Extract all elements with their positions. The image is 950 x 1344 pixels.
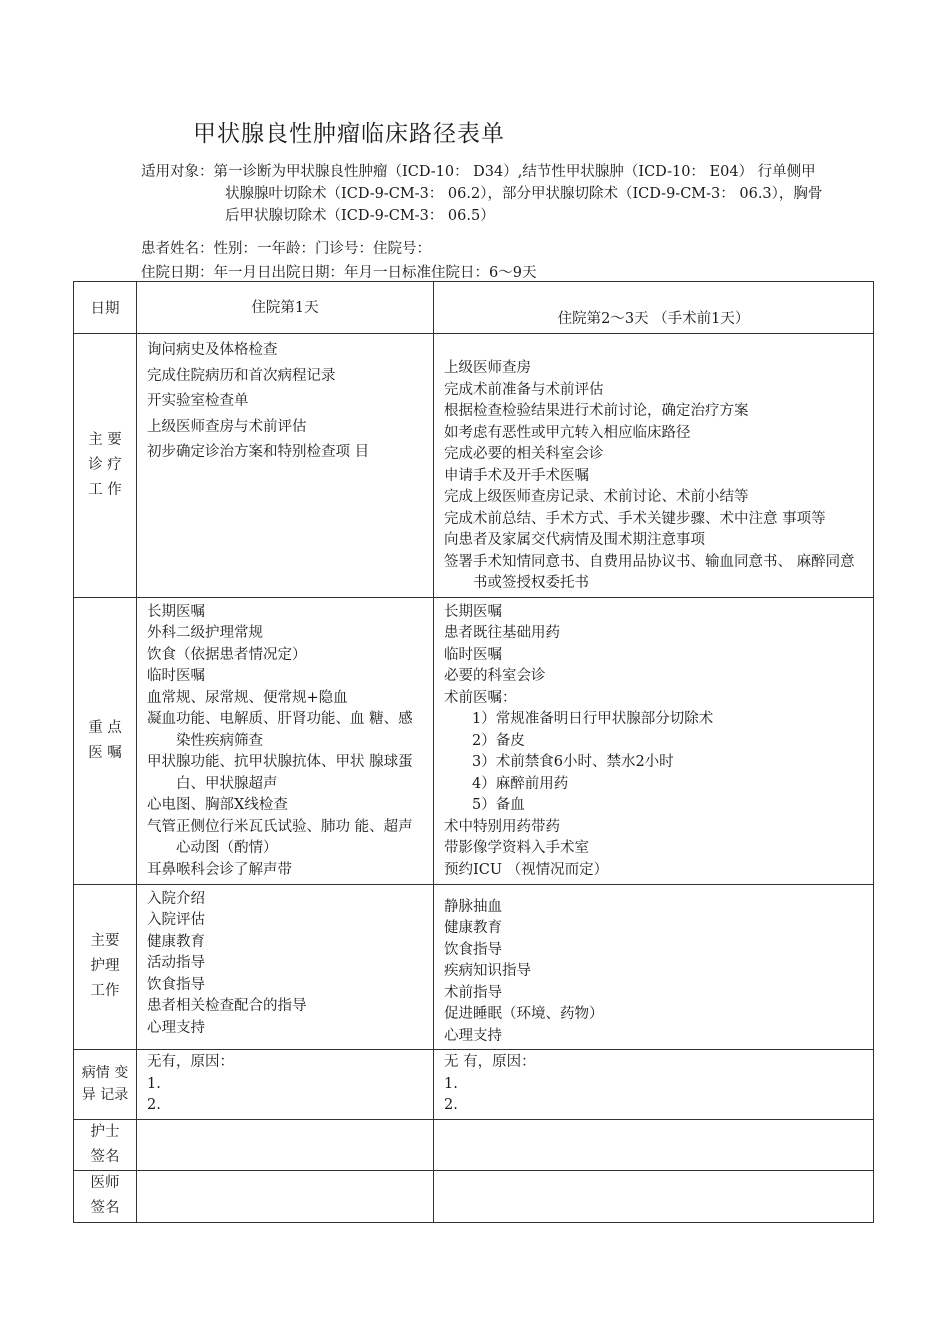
variance-day1-list bbox=[137, 1050, 433, 1119]
work-day1-list bbox=[137, 334, 433, 468]
list-item: 饮食指导 bbox=[147, 976, 205, 993]
scope-line-2: 状腺腺叶切除术（ICD-9-CM-3： 06.2），部分甲状腺切除术（ICD-9-CM-3： 06.3），胸骨 bbox=[225, 186, 823, 202]
list-item: 1）常规准备明日行甲状腺部分切除术 bbox=[472, 711, 714, 727]
label-text: 主要 护理 工作 bbox=[90, 933, 120, 1000]
list-item: 耳鼻喉科会诊了解声带 bbox=[147, 861, 292, 878]
list-item: 疾病知识指导 bbox=[444, 963, 531, 979]
cell-variance-day1 bbox=[137, 1050, 434, 1120]
clinical-pathway-table bbox=[73, 281, 874, 1223]
list-item: 长期医嘱 bbox=[147, 603, 205, 620]
nurse-sign-day2[interactable] bbox=[434, 1119, 874, 1170]
list-item: 术前指导 bbox=[444, 984, 502, 1001]
cell-orders-day1 bbox=[137, 597, 434, 884]
list-item: 完成术前总结、手术方式、手术关键步骤、术中注意 事项等 bbox=[444, 510, 826, 527]
label-main-work bbox=[74, 334, 137, 598]
list-item: 预约ICU （视情况而定） bbox=[444, 861, 609, 878]
list-item: 甲状腺功能、抗甲状腺抗体、甲状 腺球蛋白、甲状腺超声 bbox=[147, 754, 413, 792]
list-item: 健康教育 bbox=[147, 933, 205, 950]
list-item: 心理支持 bbox=[147, 1019, 205, 1036]
list-item: 完成住院病历和首次病程记录 bbox=[147, 367, 336, 384]
list-item: 无 有，原因： bbox=[444, 1054, 536, 1070]
row-variance bbox=[74, 1050, 874, 1120]
nurse-sign-day1[interactable] bbox=[137, 1119, 434, 1170]
cell-orders-day2 bbox=[434, 597, 874, 884]
list-item: 心电图、胸部X线检查 bbox=[147, 797, 288, 813]
list-item: 术前医嘱： bbox=[444, 689, 517, 706]
dates-line: 住院日期：年一月日出院日期：年月一日标准住院日：6〜9天 bbox=[141, 265, 537, 281]
list-item: 促进睡眠（环境、药物） bbox=[444, 1006, 604, 1022]
list-item: 临时医嘱 bbox=[147, 668, 205, 684]
list-item: 临时医嘱 bbox=[444, 646, 502, 663]
row-nurse-sign bbox=[74, 1119, 874, 1170]
label-nursing bbox=[74, 884, 137, 1050]
list-item: 外科二级护理常规 bbox=[147, 625, 263, 641]
label-doctor-sign bbox=[74, 1170, 137, 1222]
list-item: 入院评估 bbox=[147, 912, 205, 928]
label-nurse-sign bbox=[74, 1119, 137, 1170]
cell-variance-day2 bbox=[434, 1050, 874, 1120]
list-item: 4）麻醉前用药 bbox=[472, 775, 569, 792]
list-item: 带影像学资料入手术室 bbox=[444, 840, 589, 856]
list-item: 术中特别用药带药 bbox=[444, 818, 560, 835]
doctor-sign-day1[interactable] bbox=[137, 1170, 434, 1222]
cell-work-day1 bbox=[137, 334, 434, 598]
row-key-orders bbox=[74, 597, 874, 884]
list-item: 心理支持 bbox=[444, 1027, 502, 1044]
orders-day2-list bbox=[434, 598, 873, 884]
list-item: 血常规、尿常规、便常规+隐血 bbox=[147, 689, 348, 706]
list-item: 根据检查检验结果进行术前讨论，确定治疗方案 bbox=[444, 403, 749, 419]
orders-day1-list bbox=[137, 598, 433, 884]
list-item: 完成上级医师查房记录、术前讨论、术前小结等 bbox=[444, 489, 749, 505]
label-variance bbox=[74, 1050, 137, 1120]
label-text: 病情 变 异 记录 bbox=[81, 1065, 129, 1104]
label-text: 主 要 诊 疗 工 作 bbox=[88, 431, 122, 498]
row-doctor-sign bbox=[74, 1170, 874, 1222]
list-item: 初步确定诊治方案和特别检查项 目 bbox=[147, 444, 370, 460]
list-item: 开实验室检查单 bbox=[147, 393, 249, 409]
list-item: 必要的科室会诊 bbox=[444, 668, 546, 684]
list-item: 完成术前准备与术前评估 bbox=[444, 381, 604, 398]
header-row bbox=[74, 282, 874, 334]
work-day2-list bbox=[434, 334, 873, 597]
variance-day2-list bbox=[434, 1050, 873, 1119]
header-day2: 住院第2〜3天 （手术前1天） bbox=[434, 282, 874, 334]
label-text: 重 点 医 嘱 bbox=[88, 719, 122, 761]
list-item: 向患者及家属交代病情及围术期注意事项 bbox=[444, 532, 705, 548]
header-day1: 住院第1天 bbox=[137, 282, 434, 334]
list-item: 完成必要的相关科室会诊 bbox=[444, 446, 604, 462]
list-item: 2）备皮 bbox=[472, 732, 525, 749]
list-item: 气管正侧位行米瓦氏试验、肺功 能、超声心动图（酌情） bbox=[147, 818, 413, 856]
list-item: 3）术前禁食6小时、禁水2小时 bbox=[472, 754, 674, 770]
scope-line-1: 适用对象：第一诊断为甲状腺良性肿瘤（ICD-10： D34）,结节性甲状腺肿（ICD-10： E04） 行单侧甲 bbox=[141, 164, 816, 180]
nursing-day1-list bbox=[137, 885, 433, 1042]
list-item: 5）备血 bbox=[472, 797, 525, 813]
list-item: 长期医嘱 bbox=[444, 603, 502, 620]
cell-work-day2 bbox=[434, 334, 874, 598]
header-date: 日期 bbox=[74, 282, 137, 334]
list-item: 如考虑有恶性或甲亢转入相应临床路径 bbox=[444, 424, 691, 441]
list-item: 饮食（依据患者情况定） bbox=[147, 646, 307, 663]
list-item: 申请手术及开手术医嘱 bbox=[444, 467, 589, 484]
label-key-orders bbox=[74, 597, 137, 884]
list-item: 活动指导 bbox=[147, 955, 205, 971]
list-item: 饮食指导 bbox=[444, 941, 502, 958]
list-item: 询问病史及体格检查 bbox=[147, 342, 278, 358]
label-text: 医师 签名 bbox=[90, 1175, 120, 1216]
list-item: 1. bbox=[444, 1075, 458, 1092]
page-title: 甲状腺良性肿瘤临床路径表单 bbox=[193, 121, 505, 147]
list-item: 入院介绍 bbox=[147, 890, 205, 907]
list-item: 2. bbox=[147, 1097, 161, 1113]
label-text: 护士 签名 bbox=[90, 1123, 120, 1165]
list-item: 上级医师查房 bbox=[444, 360, 531, 376]
list-item: 静脉抽血 bbox=[444, 898, 502, 915]
list-item: 签署手术知情同意书、自费用品协议书、输血同意书、 麻醉同意书或签授权委托书 bbox=[444, 553, 855, 591]
list-item: 患者相关检查配合的指导 bbox=[147, 998, 307, 1014]
row-main-work bbox=[74, 334, 874, 598]
applicable-scope bbox=[141, 161, 871, 227]
list-item: 无有，原因： bbox=[147, 1054, 234, 1070]
list-item: 患者既往基础用药 bbox=[444, 625, 560, 641]
nursing-day2-list bbox=[434, 885, 873, 1050]
row-nursing bbox=[74, 884, 874, 1050]
list-item: 1. bbox=[147, 1075, 161, 1092]
list-item: 2. bbox=[444, 1097, 458, 1113]
list-item: 健康教育 bbox=[444, 920, 502, 936]
cell-nursing-day1 bbox=[137, 884, 434, 1050]
list-item: 凝血功能、电解质、肝肾功能、血 糖、感染性疾病筛查 bbox=[147, 711, 413, 749]
patient-info-line: 患者姓名：性别：一年龄：门诊号：住院号： bbox=[141, 241, 431, 257]
list-item: 上级医师查房与术前评估 bbox=[147, 418, 307, 435]
doctor-sign-day2[interactable] bbox=[434, 1170, 874, 1222]
scope-line-3: 后甲状腺切除术（ICD-9-CM-3： 06.5） bbox=[225, 208, 495, 224]
cell-nursing-day2 bbox=[434, 884, 874, 1050]
